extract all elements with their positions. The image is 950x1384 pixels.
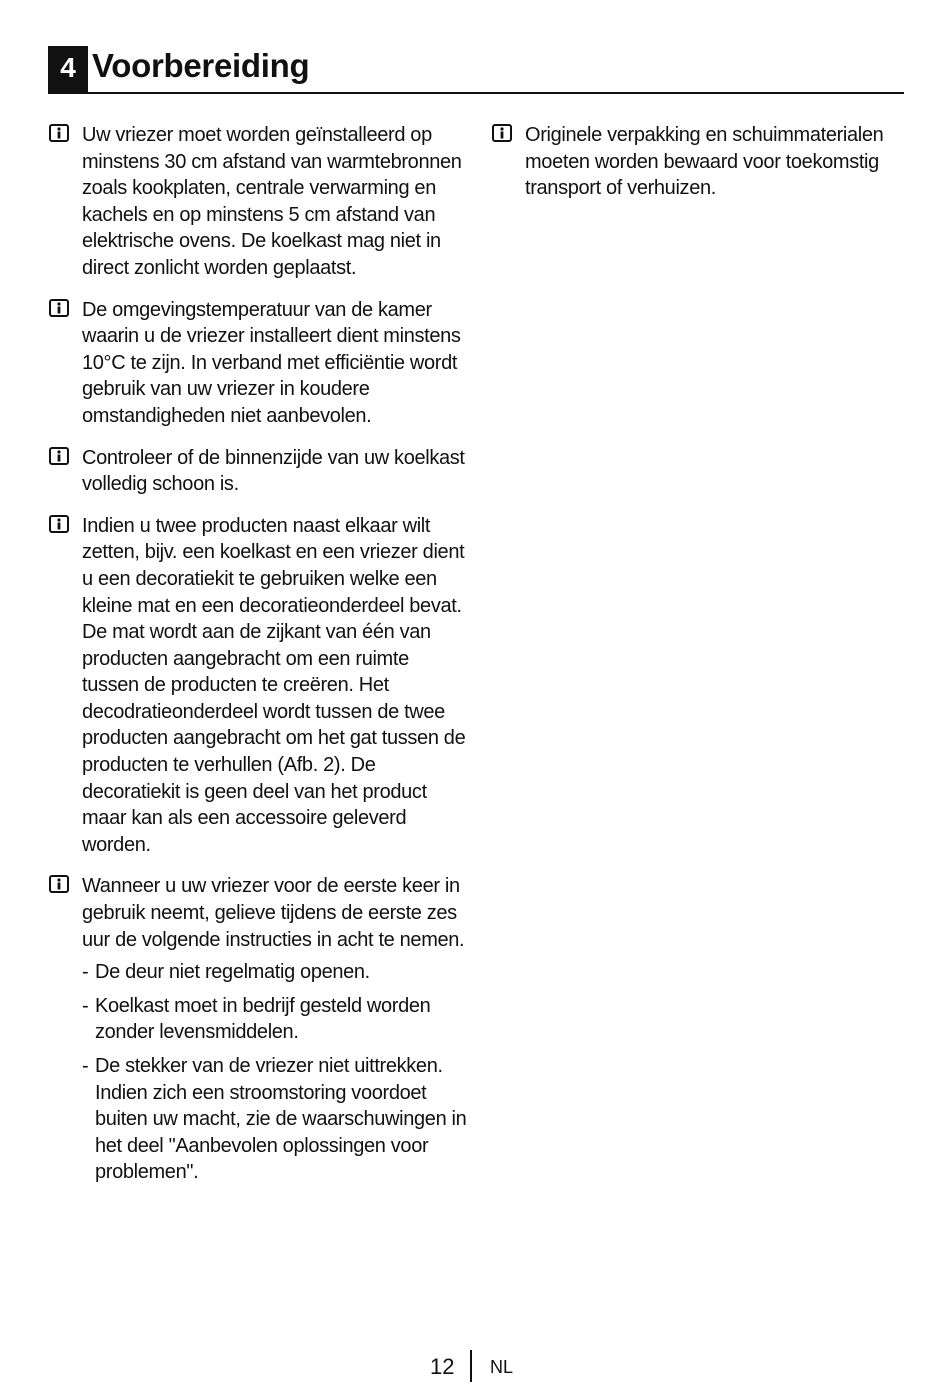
note-text: Controleer of de binnenzijde van uw koelkast volledig schoon is. [82, 446, 465, 496]
note-decoration-kit [48, 513, 468, 859]
language-code: NL [490, 1357, 514, 1377]
note-text: De omgevingstemperatuur van de kamer waarin u de vriezer installeert dient minstens 10°C te zijn. In verband met efficiëntie wordt gebruik van uw vriezer in koudere omstandigheden niet aanbevolen. [82, 298, 461, 427]
list-item-text: De stekker van de vriezer niet uittrekken. Indien zich een stroomstoring voordoet buiten uw macht, zie de waarschuwingen in het deel "Aanbevolen oplossingen voor problemen". [95, 1055, 467, 1184]
info-icon [49, 299, 69, 317]
note-text: Indien u twee producten naast elkaar wilt zetten, bijv. een koelkast en een vriezer dient u een decoratiekit te gebruiken welke een kleine mat en een decoratieonderdeel bevat. De mat wordt aan de zijkant van één van producten aangebracht om een ruimte tussen de producten te creëren. Het decodratieonderdeel wordt tussen de twee producten aangebracht om het gat tussen de producten te verhullen (Afb. 2). De decoratiekit is geen deel van het product maar kan als een accessoire geleverd worden. [82, 514, 466, 856]
info-icon [49, 447, 69, 465]
list-dash: - [82, 994, 89, 1017]
chapter-title: Voorbereiding [92, 47, 310, 84]
first-use-instructions [82, 959, 468, 1186]
note-installation-distance [48, 122, 468, 282]
right-column [491, 122, 911, 217]
note-text: Originele verpakking en schuimmaterialen moeten worden bewaard voor toekomstig transport of verhuizen. [525, 124, 884, 200]
list-item [82, 959, 468, 986]
list-item [82, 1053, 468, 1186]
info-icon [492, 124, 512, 142]
info-icon [49, 875, 69, 893]
left-column [48, 122, 468, 1201]
note-text: Uw vriezer moet worden geïnstalleerd op minstens 30 cm afstand van warmtebronnen zoals kookplaten, centrale verwarming en kachels en op minstens 5 cm afstand van elektrische ovens. De koelkast mag niet in direct zonlicht worden geplaatst. [82, 124, 462, 279]
list-item-text: De deur niet regelmatig openen. [95, 961, 370, 984]
note-ambient-temperature [48, 297, 468, 430]
list-dash: - [82, 961, 89, 984]
chapter-number: 4 [48, 46, 88, 92]
page-footer [0, 1348, 950, 1384]
note-text: Wanneer u uw vriezer voor de eerste keer in gebruik neemt, gelieve tijdens de eerste zes uur de volgende instructies in acht te nemen. [82, 875, 465, 951]
note-first-use [48, 873, 468, 1186]
note-clean-interior [48, 445, 468, 498]
list-item-text: Koelkast moet in bedrijf gesteld worden zonder levensmiddelen. [95, 994, 431, 1044]
list-dash: - [82, 1055, 89, 1077]
chapter-header [48, 46, 904, 94]
page-number: 12 [430, 1354, 455, 1379]
info-icon [49, 515, 69, 533]
footer-divider [470, 1350, 472, 1382]
list-item [82, 993, 468, 1046]
info-icon [49, 124, 69, 142]
note-packaging [491, 122, 911, 202]
